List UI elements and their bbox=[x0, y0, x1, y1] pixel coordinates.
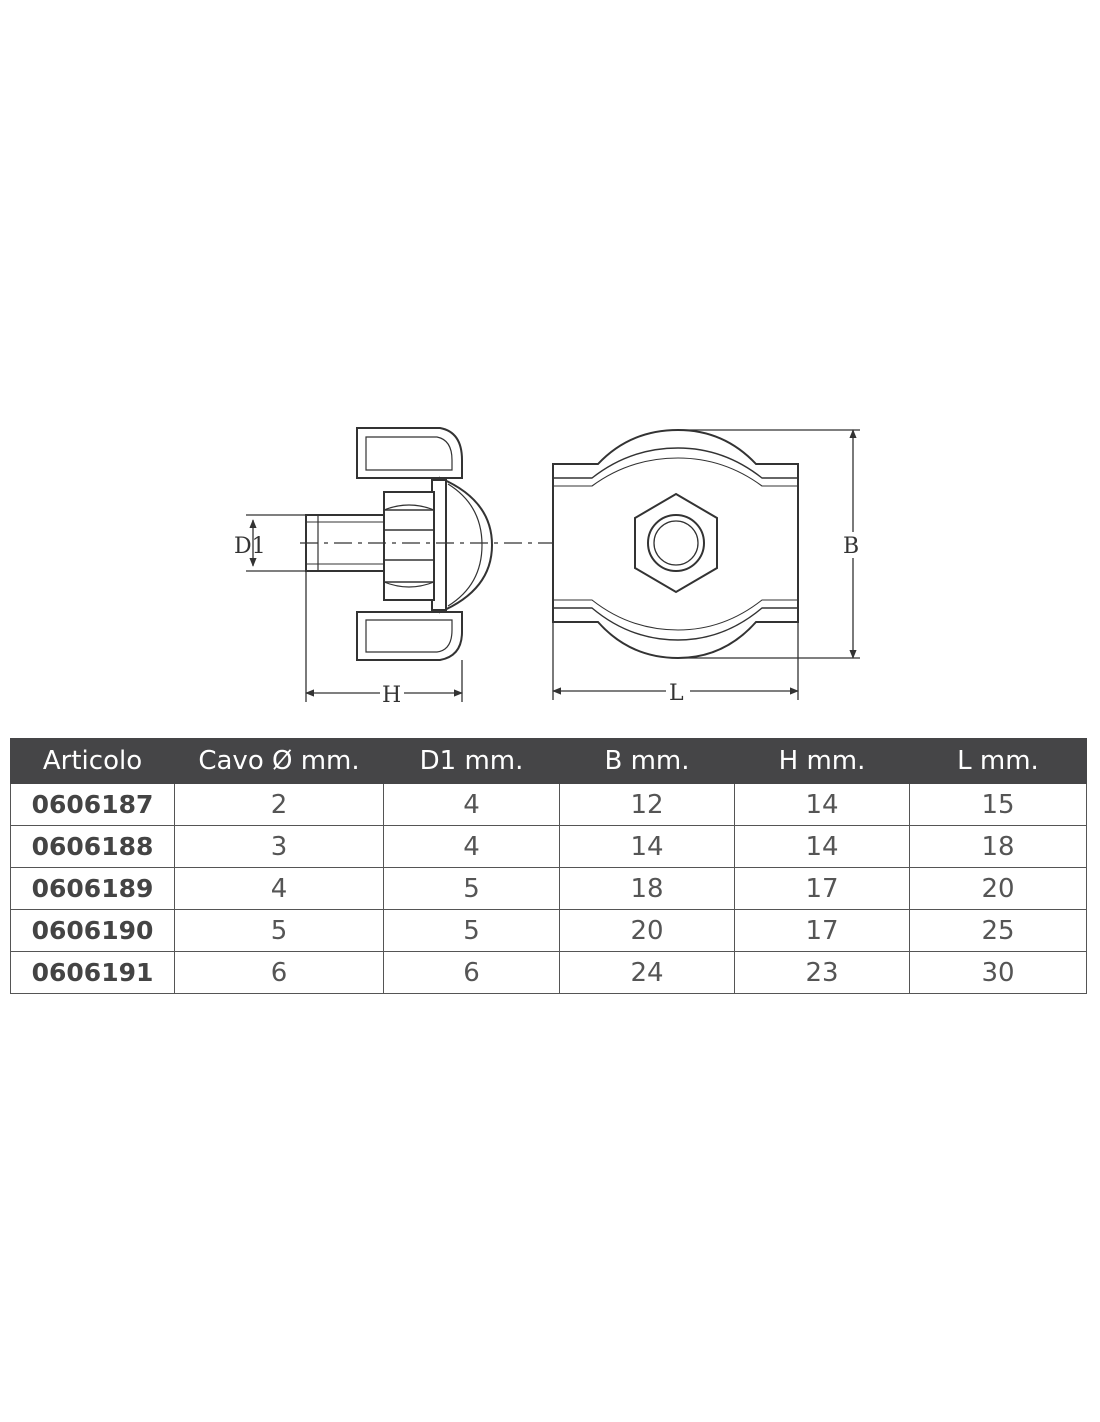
cell-l: 30 bbox=[910, 952, 1087, 994]
header-h: H mm. bbox=[735, 739, 910, 784]
label-l: L bbox=[669, 681, 684, 706]
cell-b: 18 bbox=[560, 868, 735, 910]
cell-articolo: 0606189 bbox=[11, 868, 175, 910]
cell-h: 23 bbox=[735, 952, 910, 994]
cell-cavo: 6 bbox=[175, 952, 384, 994]
label-b: B bbox=[843, 534, 860, 559]
table-row bbox=[11, 952, 1087, 994]
cell-l: 18 bbox=[910, 826, 1087, 868]
cell-h: 14 bbox=[735, 826, 910, 868]
label-h: H bbox=[382, 683, 402, 708]
label-d1: D1 bbox=[234, 534, 266, 559]
cell-h: 17 bbox=[735, 910, 910, 952]
table-row bbox=[11, 868, 1087, 910]
side-view bbox=[306, 428, 492, 660]
header-d1: D1 mm. bbox=[384, 739, 560, 784]
cell-cavo: 2 bbox=[175, 784, 384, 826]
cell-articolo: 0606187 bbox=[11, 784, 175, 826]
spec-table bbox=[10, 738, 1087, 994]
cell-b: 14 bbox=[560, 826, 735, 868]
cell-b: 12 bbox=[560, 784, 735, 826]
cell-d1: 4 bbox=[384, 826, 560, 868]
header-articolo: Articolo bbox=[11, 739, 175, 784]
cell-cavo: 5 bbox=[175, 910, 384, 952]
cell-articolo: 0606188 bbox=[11, 826, 175, 868]
table-header-row bbox=[11, 739, 1087, 784]
cell-articolo: 0606191 bbox=[11, 952, 175, 994]
cell-b: 24 bbox=[560, 952, 735, 994]
cell-h: 17 bbox=[735, 868, 910, 910]
front-view bbox=[553, 430, 798, 658]
cell-articolo: 0606190 bbox=[11, 910, 175, 952]
cell-l: 25 bbox=[910, 910, 1087, 952]
cell-l: 15 bbox=[910, 784, 1087, 826]
table-row bbox=[11, 784, 1087, 826]
cell-d1: 4 bbox=[384, 784, 560, 826]
table-row bbox=[11, 910, 1087, 952]
cell-l: 20 bbox=[910, 868, 1087, 910]
header-b: B mm. bbox=[560, 739, 735, 784]
cell-d1: 5 bbox=[384, 868, 560, 910]
table-row bbox=[11, 826, 1087, 868]
cell-cavo: 3 bbox=[175, 826, 384, 868]
cell-d1: 6 bbox=[384, 952, 560, 994]
header-l: L mm. bbox=[910, 739, 1087, 784]
cell-h: 14 bbox=[735, 784, 910, 826]
header-cavo: Cavo Ø mm. bbox=[175, 739, 384, 784]
cell-cavo: 4 bbox=[175, 868, 384, 910]
cell-b: 20 bbox=[560, 910, 735, 952]
cell-d1: 5 bbox=[384, 910, 560, 952]
